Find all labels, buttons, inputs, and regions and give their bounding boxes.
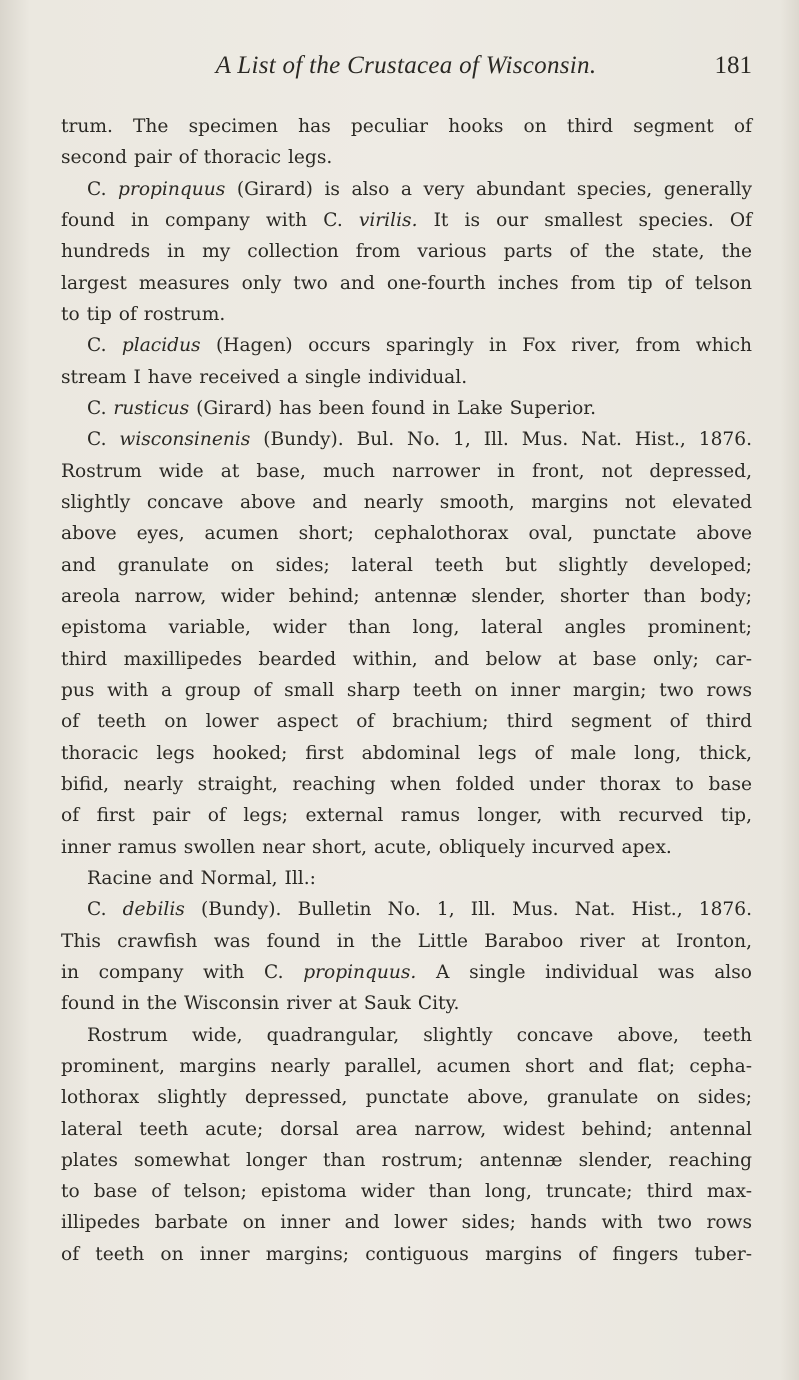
- text-line: [61, 299, 752, 330]
- page-number: 181: [714, 52, 752, 79]
- line-text: areola narrow, wider behind; antennæ slender, shorter than body;: [61, 585, 752, 607]
- text-line: [61, 456, 752, 487]
- text-line: [61, 894, 752, 925]
- line-text: above eyes, acumen short; cephalothorax oval, punctate above: [61, 523, 752, 545]
- line-text-pre: C.: [87, 178, 119, 200]
- text-line: [61, 111, 752, 142]
- line-text: prominent, margins nearly parallel, acumen short and flat; cepha-: [61, 1055, 752, 1077]
- line-text-post: (Hagen) occurs sparingly in Fox river, from which: [200, 335, 752, 357]
- line-text: This crawfish was found in the Little Baraboo river at Ironton,: [61, 930, 752, 952]
- line-text: and granulate on sides; lateral teeth but slightly developed;: [61, 554, 752, 576]
- species-name: propinquus: [118, 178, 226, 200]
- text-line: [61, 957, 752, 988]
- text-line: [61, 863, 752, 894]
- line-text: Racine and Normal, Ill.:: [87, 867, 316, 889]
- line-text: to tip of rostrum.: [61, 303, 226, 325]
- line-text: Rostrum wide at base, much narrower in front, not depressed,: [61, 460, 752, 482]
- text-line: [61, 769, 752, 800]
- running-head: A List of the Crustacea of Wisconsin.: [215, 52, 597, 79]
- text-line: [61, 1207, 752, 1238]
- line-text: found in the Wisconsin river at Sauk City.: [61, 993, 460, 1015]
- text-line: [61, 738, 752, 769]
- line-text: stream I have received a single individual.: [61, 366, 468, 388]
- line-text: largest measures only two and one-fourth inches from tip of telson: [61, 272, 752, 294]
- text-line: [61, 1051, 752, 1082]
- text-line: [61, 612, 752, 643]
- text-line: [61, 581, 752, 612]
- text-line: [61, 926, 752, 957]
- line-text-pre: C.: [87, 429, 120, 451]
- text-line: [61, 487, 752, 518]
- line-text: hundreds in my collection from various parts of the state, the: [61, 241, 752, 263]
- text-line: [61, 644, 752, 675]
- text-line: [61, 832, 752, 863]
- line-text-pre: in company with C.: [61, 961, 304, 983]
- text-line: [61, 988, 752, 1019]
- line-text: of teeth on inner margins; contiguous margins of fingers tuber-: [61, 1243, 752, 1265]
- line-text-post: (Girard) has been found in Lake Superior.: [189, 397, 597, 419]
- text-line: [61, 268, 752, 299]
- species-name: placidus: [121, 335, 201, 357]
- line-text: trum. The specimen has peculiar hooks on third segment of: [61, 116, 752, 137]
- text-line: [61, 800, 752, 831]
- text-line: [61, 362, 752, 393]
- species-name: propinquus.: [303, 961, 417, 983]
- line-text-post: (Bundy). Bulletin No. 1, Ill. Mus. Nat. Hist., 1876.: [184, 899, 752, 921]
- line-text: of teeth on lower aspect of brachium; third segment of third: [61, 711, 752, 733]
- text-line: [61, 205, 752, 236]
- species-name: wisconsinenis: [119, 429, 251, 451]
- line-text: lateral teeth acute; dorsal area narrow, widest behind; antennal: [61, 1118, 752, 1140]
- line-text-pre: C.: [87, 397, 114, 419]
- line-text-post: (Girard) is also a very abundant species, generally: [225, 178, 752, 200]
- text-line: [61, 518, 752, 549]
- text-line: [61, 142, 752, 173]
- line-text-post: A single individual was also: [416, 961, 752, 983]
- text-line: [61, 174, 752, 205]
- species-name: rusticus: [113, 397, 190, 419]
- species-name: virilis.: [358, 209, 418, 231]
- line-text-pre: found in company with C.: [61, 209, 359, 231]
- line-text: bifid, nearly straight, reaching when folded under thorax to base: [61, 773, 752, 795]
- line-text: Rostrum wide, quadrangular, slightly concave above, teeth: [87, 1024, 752, 1046]
- line-text: lothorax slightly depressed, punctate above, granulate on sides;: [61, 1087, 752, 1109]
- line-text: third maxillipedes bearded within, and below at base only; car-: [61, 648, 752, 670]
- page-header: [60, 52, 752, 92]
- line-text: plates somewhat longer than rostrum; antennæ slender, reaching: [61, 1149, 752, 1171]
- line-text: slightly concave above and nearly smooth, margins not elevated: [61, 491, 752, 513]
- text-line: [61, 675, 752, 706]
- line-text-post: It is our smallest species. Of: [417, 209, 752, 231]
- text-line: [61, 550, 752, 581]
- text-line: [61, 393, 752, 424]
- text-line: [61, 424, 752, 455]
- text-line: [61, 1082, 752, 1113]
- text-line: [61, 706, 752, 737]
- line-text-pre: C.: [87, 335, 122, 357]
- line-text: epistoma variable, wider than long, lateral angles prominent;: [61, 617, 752, 639]
- species-name: debilis: [122, 899, 185, 921]
- body-text: [61, 111, 752, 1270]
- text-line: [61, 1114, 752, 1145]
- line-text: to base of telson; epistoma wider than long, truncate; third max-: [61, 1181, 752, 1203]
- line-text-pre: C.: [87, 899, 123, 921]
- text-line: [61, 1239, 752, 1270]
- text-line: [61, 1145, 752, 1176]
- line-text: of first pair of legs; external ramus longer, with recurved tip,: [61, 805, 752, 827]
- line-text: inner ramus swollen near short, acute, obliquely incurved apex.: [61, 836, 672, 858]
- text-line: [61, 236, 752, 267]
- line-text: thoracic legs hooked; first abdominal legs of male long, thick,: [61, 742, 752, 764]
- line-text-post: (Bundy). Bul. No. 1, Ill. Mus. Nat. Hist., 1876.: [250, 429, 752, 451]
- text-line: [61, 330, 752, 361]
- line-text: second pair of thoracic legs.: [61, 147, 333, 169]
- text-line: [61, 1176, 752, 1207]
- text-line: [61, 1020, 752, 1051]
- line-text: pus with a group of small sharp teeth on inner margin; two rows: [61, 679, 752, 701]
- line-text: illipedes barbate on inner and lower sides; hands with two rows: [61, 1212, 752, 1234]
